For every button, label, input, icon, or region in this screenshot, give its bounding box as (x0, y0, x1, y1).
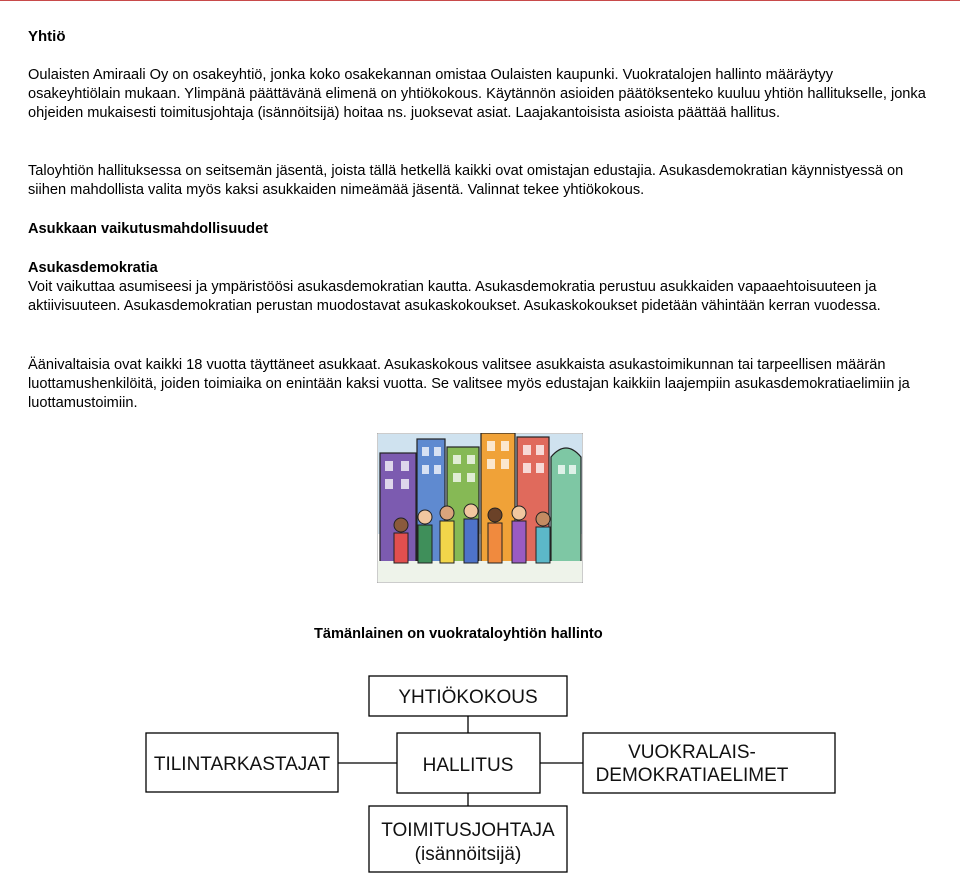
democracy-heading: Asukasdemokratia (28, 260, 158, 276)
influence-heading: Asukkaan vaikutusmahdollisuudet (28, 221, 269, 237)
voting-paragraph: Äänivaltaisia ovat kaikki 18 vuotta täyttäneet asukkaat. Asukaskokous valitsee asukkaista asukastoimikunnan tai tarpeellisen määrän luottamushenkilöitä, joiden toimiaika on enintään kaksi vuotta. Se valitsee myös edustajan kaikkiin laajempiin asukasdemokratiaelimiin ja luottamustoimiin. (28, 357, 910, 411)
page-title: Yhtiö (28, 28, 66, 45)
vuokralais-label-line2: DEMOKRATIAELIMET (595, 765, 789, 786)
vuokralais-label-line1: VUOKRALAIS- (628, 742, 756, 763)
board-paragraph: Taloyhtiön hallituksessa on seitsemän jäsentä, joista tällä hetkellä kaikki ovat omistajan edustajia. Asukasdemokratian käynnistyessä on siihen mahdollista valita myös kaksi asukkaiden nimeämää jäsentä. Valinnat tekee yhtiökokous. (28, 163, 904, 198)
top-rule (0, 0, 960, 1)
toimitusjohtaja-label-line2: (isännöitsijä) (414, 844, 522, 865)
democracy-paragraph: Voit vaikuttaa asumiseesi ja ympäristöösi asukasdemokratian kautta. Asukasdemokratia perustuu asukkaiden vapaaehtoisuuteen ja aktiivisuuteen. Asukasdemokratian perustan muodostavat asukaskokoukset. Asukaskokoukset pidetään vähintään kerran vuodessa. (28, 279, 881, 314)
company-paragraph: Oulaisten Amiraali Oy on osakeyhtiö, jonka koko osakekannan omistaa Oulaisten kaupunki. Vuokratalojen hallinto määräytyy osakeyhtiölain mukaan. Ylimpänä päättävänä elimenä on yhtiökokous. Käytännön asioiden päätöksenteko kuuluu yhtiön hallitukselle, jonka ohjeiden mukaisesti toimitusjohtaja (isännöitsijä) hoitaa ns. juoksevat asiat. Laajakantoisista asioista päättää hallitus. (28, 67, 926, 121)
tilintarkastajat-label: TILINTARKASTAJAT (153, 754, 331, 775)
yhtiokokous-label: YHTIÖKOKOUS (398, 687, 538, 708)
diagram-caption: Tämänlainen on vuokrataloyhtiön hallinto (314, 626, 603, 642)
toimitusjohtaja-label-line1: TOIMITUSJOHTAJA (381, 820, 555, 841)
hallitus-label: HALLITUS (422, 755, 514, 776)
org-diagram (0, 660, 960, 876)
residents-illustration (377, 433, 583, 583)
